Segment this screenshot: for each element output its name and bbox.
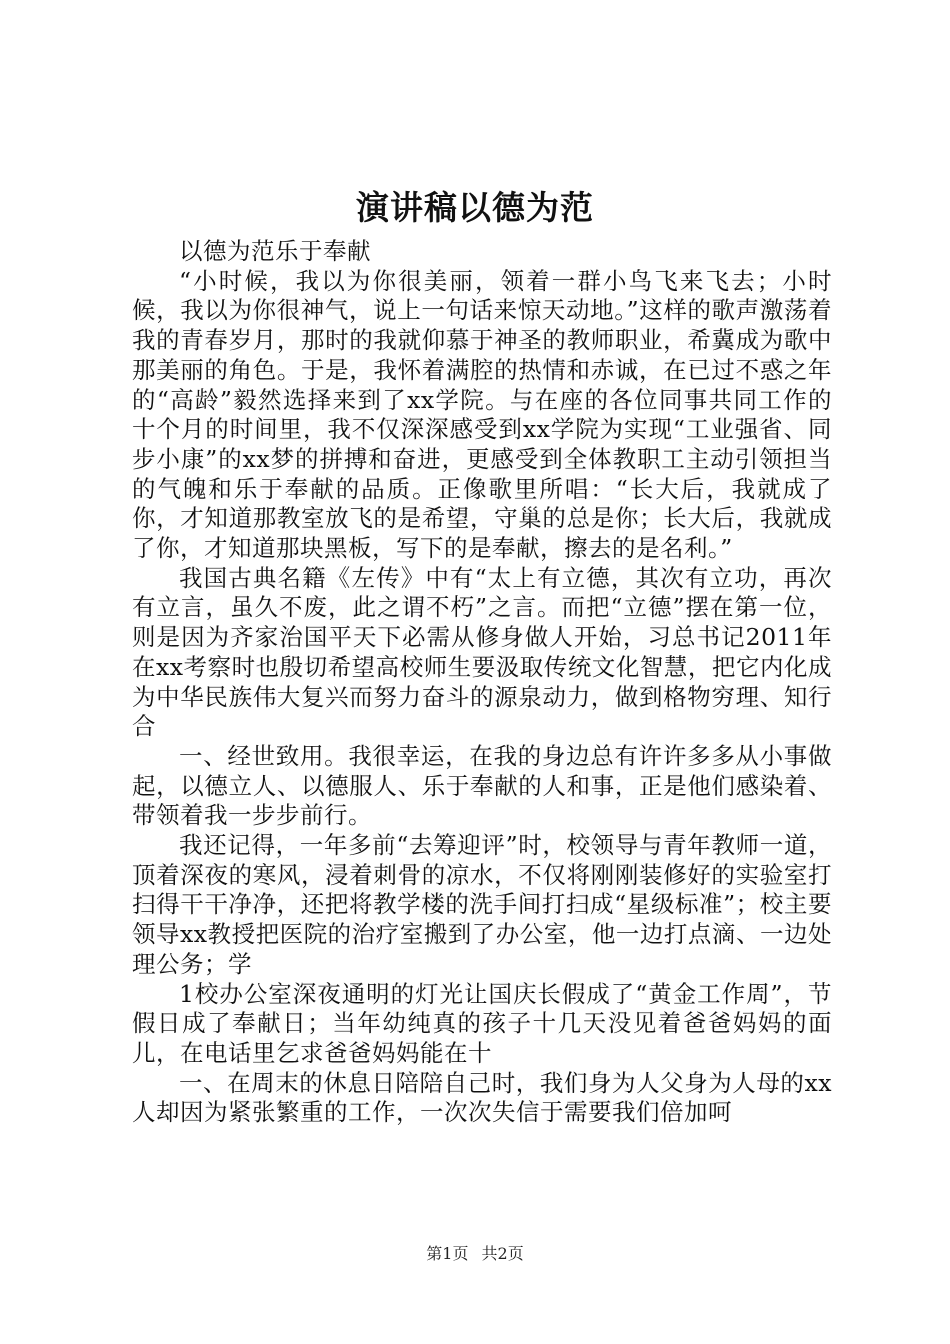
paragraph: 1校办公室深夜通明的灯光让国庆长假成了“黄金工作周”，节假日成了奉献日；当年幼纯真的孩子十几天没见着爸爸妈妈的面儿，在电话里乞求爸爸妈妈能在十 [132,979,832,1067]
page-footer [0,1243,950,1265]
paragraph: 我国古典名籍《左传》中有“太上有立德，其次有立功，再次有立言，虽久不废，此之谓不朽”之言。而把“立德”摆在第一位，则是因为齐家治国平天下必需从修身做人开始，习总书记2011年在xx考察时也殷切希望高校师生要汲取传统文化智慧，把它内化成为中华民族伟大复兴而努力奋斗的源泉动力，做到格物穷理、知行合 [132,563,832,741]
page-total: 共2页 [481,1244,524,1263]
paragraph: 一、经世致用。我很幸运，在我的身边总有许许多多从小事做起，以德立人、以德服人、乐于奉献的人和事，正是他们感染着、带领着我一步步前行。 [132,741,832,830]
paragraph-subtitle: 以德为范乐于奉献 [179,237,371,265]
paragraph: “小时候，我以为你很美丽，领着一群小鸟飞来飞去；小时候，我以为你很神气，说上一句话来惊天动地。”这样的歌声激荡着我的青春岁月，那时的我就仰慕于神圣的教师职业，希冀成为歌中那美丽的角色。于是，我怀着满腔的热情和赤诚，在已过不惑之年的“高龄”毅然选择来到了xx学院。与在座的各位同事共同工作的十个月的时间里，我不仅深深感受到xx学院为实现“工业强省、同步小康”的xx梦的拼搏和奋进，更感受到全体教职工主动引领担当的气魄和乐于奉献的品质。正像歌里所唱：“长大后，我就成了你，才知道那教室放飞的是希望，守巢的总是你；长大后，我就成了你，才知道那块黑板，写下的是奉献，擦去的是名利。” [132,266,832,563]
page-number: 第1页 [426,1244,469,1263]
document-title: 演讲稿以德为范 [356,188,594,227]
document-body [132,237,832,1128]
paragraph: 一、在周末的休息日陪陪自己时，我们身为人父身为人母的xx人却因为紧张繁重的工作，一次次失信于需要我们倍加呵 [132,1068,832,1127]
paragraph: 我还记得，一年多前“去筹迎评”时，校领导与青年教师一道，顶着深夜的寒风，浸着刺骨的凉水，不仅将刚刚装修好的实验室打扫得干干净净，还把将教学楼的洗手间打扫成“星级标准”；校主要领导xx教授把医院的治疗室搬到了办公室，他一边打点滴、一边处理公务；学 [132,831,832,978]
